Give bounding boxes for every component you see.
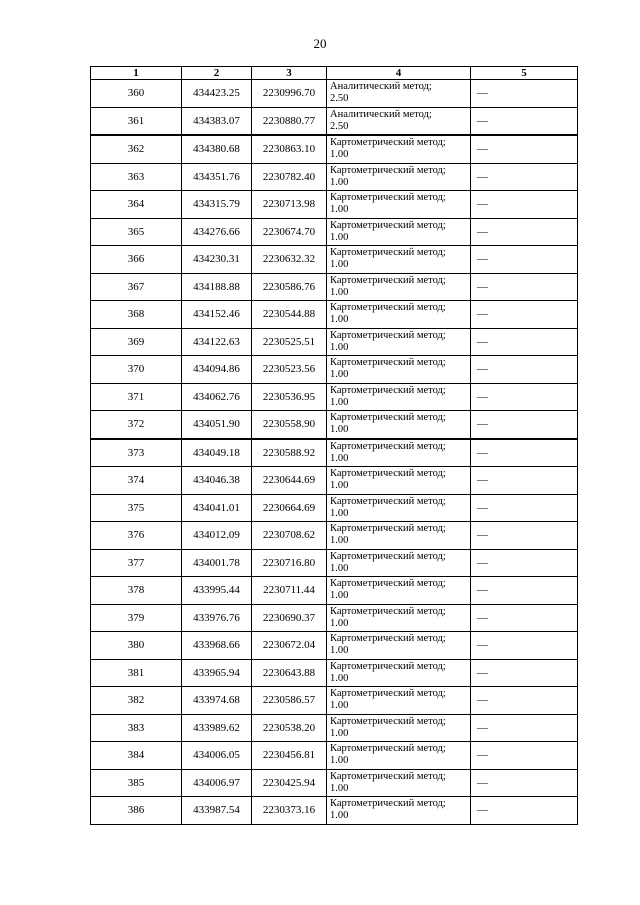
point-number-cell: 378 bbox=[91, 577, 182, 605]
method-accuracy: 1.00 bbox=[330, 424, 349, 436]
method-cell bbox=[327, 328, 471, 356]
method-name: Картометрический метод; bbox=[330, 605, 446, 617]
description-cell: — bbox=[471, 218, 578, 246]
method-accuracy: 1.00 bbox=[330, 645, 349, 657]
method-cell bbox=[327, 549, 471, 577]
method-cell bbox=[327, 769, 471, 797]
description-cell: — bbox=[471, 107, 578, 135]
x-coordinate-cell: 434152.46 bbox=[182, 301, 252, 329]
table-row bbox=[91, 328, 578, 356]
y-coordinate-cell: 2230782.40 bbox=[252, 163, 327, 191]
point-number-cell: 362 bbox=[91, 135, 182, 163]
x-coordinate-cell: 433987.54 bbox=[182, 797, 252, 825]
method-cell bbox=[327, 218, 471, 246]
method-accuracy: 1.00 bbox=[330, 204, 349, 216]
method-accuracy: 1.00 bbox=[330, 782, 349, 794]
column-header-3: 3 bbox=[252, 67, 327, 80]
y-coordinate-cell: 2230525.51 bbox=[252, 328, 327, 356]
table-row bbox=[91, 383, 578, 411]
column-header-4: 4 bbox=[327, 67, 471, 80]
x-coordinate-cell: 434046.38 bbox=[182, 467, 252, 495]
table-row bbox=[91, 577, 578, 605]
method-name: Картометрический метод; bbox=[330, 770, 446, 782]
method-accuracy: 1.00 bbox=[330, 259, 349, 271]
method-accuracy: 1.00 bbox=[330, 176, 349, 188]
method-name: Картометрический метод; bbox=[330, 715, 446, 727]
method-cell bbox=[327, 246, 471, 274]
y-coordinate-cell: 2230538.20 bbox=[252, 714, 327, 742]
method-name: Картометрический метод; bbox=[330, 578, 446, 590]
description-cell: — bbox=[471, 191, 578, 219]
x-coordinate-cell: 434122.63 bbox=[182, 328, 252, 356]
method-name: Картометрический метод; bbox=[330, 550, 446, 562]
table-row bbox=[91, 714, 578, 742]
y-coordinate-cell: 2230586.76 bbox=[252, 273, 327, 301]
y-coordinate-cell: 2230632.32 bbox=[252, 246, 327, 274]
point-number-cell: 369 bbox=[91, 328, 182, 356]
description-cell: — bbox=[471, 494, 578, 522]
description-cell: — bbox=[471, 439, 578, 467]
point-number-cell: 363 bbox=[91, 163, 182, 191]
table-row bbox=[91, 80, 578, 108]
method-cell bbox=[327, 797, 471, 825]
y-coordinate-cell: 2230711.44 bbox=[252, 577, 327, 605]
method-cell bbox=[327, 107, 471, 135]
description-cell: — bbox=[471, 687, 578, 715]
y-coordinate-cell: 2230716.80 bbox=[252, 549, 327, 577]
method-name: Картометрический метод; bbox=[330, 495, 446, 507]
method-accuracy: 1.00 bbox=[330, 590, 349, 602]
point-number-cell: 366 bbox=[91, 246, 182, 274]
point-number-cell: 376 bbox=[91, 522, 182, 550]
point-number-cell: 382 bbox=[91, 687, 182, 715]
method-name: Картометрический метод; bbox=[330, 274, 446, 286]
y-coordinate-cell: 2230536.95 bbox=[252, 383, 327, 411]
method-cell bbox=[327, 411, 471, 439]
method-name: Картометрический метод; bbox=[330, 633, 446, 645]
method-cell bbox=[327, 135, 471, 163]
y-coordinate-cell: 2230456.81 bbox=[252, 742, 327, 770]
method-cell bbox=[327, 80, 471, 108]
table-row bbox=[91, 163, 578, 191]
method-accuracy: 2.50 bbox=[330, 120, 349, 132]
x-coordinate-cell: 434423.25 bbox=[182, 80, 252, 108]
x-coordinate-cell: 434230.31 bbox=[182, 246, 252, 274]
table-row bbox=[91, 411, 578, 439]
method-cell bbox=[327, 163, 471, 191]
point-number-cell: 380 bbox=[91, 632, 182, 660]
x-coordinate-cell: 433989.62 bbox=[182, 714, 252, 742]
method-cell bbox=[327, 494, 471, 522]
y-coordinate-cell: 2230558.90 bbox=[252, 411, 327, 439]
method-cell bbox=[327, 742, 471, 770]
column-header-1: 1 bbox=[91, 67, 182, 80]
method-name: Картометрический метод; bbox=[330, 440, 446, 452]
method-name: Картометрический метод; bbox=[330, 743, 446, 755]
description-cell: — bbox=[471, 659, 578, 687]
y-coordinate-cell: 2230713.98 bbox=[252, 191, 327, 219]
description-cell: — bbox=[471, 797, 578, 825]
method-cell bbox=[327, 577, 471, 605]
method-accuracy: 1.00 bbox=[330, 314, 349, 326]
method-accuracy: 1.00 bbox=[330, 700, 349, 712]
method-name: Картометрический метод; bbox=[330, 329, 446, 341]
point-number-cell: 360 bbox=[91, 80, 182, 108]
method-name: Картометрический метод; bbox=[330, 247, 446, 259]
column-header-5: 5 bbox=[471, 67, 578, 80]
point-number-cell: 361 bbox=[91, 107, 182, 135]
x-coordinate-cell: 434094.86 bbox=[182, 356, 252, 384]
y-coordinate-cell: 2230644.69 bbox=[252, 467, 327, 495]
coordinates-table bbox=[90, 66, 578, 825]
method-cell bbox=[327, 687, 471, 715]
table-row bbox=[91, 356, 578, 384]
point-number-cell: 386 bbox=[91, 797, 182, 825]
x-coordinate-cell: 433976.76 bbox=[182, 604, 252, 632]
y-coordinate-cell: 2230996.70 bbox=[252, 80, 327, 108]
description-cell: — bbox=[471, 356, 578, 384]
x-coordinate-cell: 433974.68 bbox=[182, 687, 252, 715]
method-accuracy: 1.00 bbox=[330, 369, 349, 381]
method-name: Картометрический метод; bbox=[330, 137, 446, 149]
method-accuracy: 1.00 bbox=[330, 672, 349, 684]
table-row bbox=[91, 107, 578, 135]
method-cell bbox=[327, 604, 471, 632]
point-number-cell: 368 bbox=[91, 301, 182, 329]
method-accuracy: 1.00 bbox=[330, 562, 349, 574]
y-coordinate-cell: 2230690.37 bbox=[252, 604, 327, 632]
description-cell: — bbox=[471, 742, 578, 770]
table-header-row bbox=[91, 67, 578, 80]
method-cell bbox=[327, 356, 471, 384]
method-name: Картометрический метод; bbox=[330, 660, 446, 672]
point-number-cell: 379 bbox=[91, 604, 182, 632]
method-cell bbox=[327, 659, 471, 687]
point-number-cell: 374 bbox=[91, 467, 182, 495]
table-row bbox=[91, 797, 578, 825]
x-coordinate-cell: 434012.09 bbox=[182, 522, 252, 550]
description-cell: — bbox=[471, 411, 578, 439]
method-name: Картометрический метод; bbox=[330, 302, 446, 314]
y-coordinate-cell: 2230643.88 bbox=[252, 659, 327, 687]
method-cell bbox=[327, 439, 471, 467]
y-coordinate-cell: 2230674.70 bbox=[252, 218, 327, 246]
point-number-cell: 365 bbox=[91, 218, 182, 246]
method-accuracy: 1.00 bbox=[330, 810, 349, 822]
column-header-2: 2 bbox=[182, 67, 252, 80]
x-coordinate-cell: 434051.90 bbox=[182, 411, 252, 439]
point-number-cell: 370 bbox=[91, 356, 182, 384]
x-coordinate-cell: 434049.18 bbox=[182, 439, 252, 467]
description-cell: — bbox=[471, 604, 578, 632]
method-accuracy: 1.00 bbox=[330, 341, 349, 353]
description-cell: — bbox=[471, 301, 578, 329]
table-row bbox=[91, 687, 578, 715]
description-cell: — bbox=[471, 769, 578, 797]
method-name: Картометрический метод; bbox=[330, 468, 446, 480]
description-cell: — bbox=[471, 714, 578, 742]
table-row bbox=[91, 659, 578, 687]
method-name: Аналитический метод; bbox=[330, 108, 432, 120]
table-row bbox=[91, 246, 578, 274]
point-number-cell: 385 bbox=[91, 769, 182, 797]
point-number-cell: 383 bbox=[91, 714, 182, 742]
method-accuracy: 1.00 bbox=[330, 535, 349, 547]
table-row bbox=[91, 522, 578, 550]
y-coordinate-cell: 2230544.88 bbox=[252, 301, 327, 329]
table-row bbox=[91, 467, 578, 495]
method-accuracy: 2.50 bbox=[330, 93, 349, 105]
y-coordinate-cell: 2230708.62 bbox=[252, 522, 327, 550]
method-cell bbox=[327, 467, 471, 495]
point-number-cell: 371 bbox=[91, 383, 182, 411]
x-coordinate-cell: 434188.88 bbox=[182, 273, 252, 301]
y-coordinate-cell: 2230863.10 bbox=[252, 135, 327, 163]
method-accuracy: 1.00 bbox=[330, 755, 349, 767]
description-cell: — bbox=[471, 135, 578, 163]
x-coordinate-cell: 433995.44 bbox=[182, 577, 252, 605]
method-name: Картометрический метод; bbox=[330, 357, 446, 369]
x-coordinate-cell: 434006.05 bbox=[182, 742, 252, 770]
y-coordinate-cell: 2230664.69 bbox=[252, 494, 327, 522]
method-name: Картометрический метод; bbox=[330, 164, 446, 176]
y-coordinate-cell: 2230523.56 bbox=[252, 356, 327, 384]
method-accuracy: 1.00 bbox=[330, 617, 349, 629]
table-row bbox=[91, 273, 578, 301]
point-number-cell: 381 bbox=[91, 659, 182, 687]
x-coordinate-cell: 434351.76 bbox=[182, 163, 252, 191]
y-coordinate-cell: 2230672.04 bbox=[252, 632, 327, 660]
method-cell bbox=[327, 714, 471, 742]
method-accuracy: 1.00 bbox=[330, 727, 349, 739]
method-cell bbox=[327, 273, 471, 301]
x-coordinate-cell: 434041.01 bbox=[182, 494, 252, 522]
method-accuracy: 1.00 bbox=[330, 396, 349, 408]
description-cell: — bbox=[471, 273, 578, 301]
x-coordinate-cell: 434062.76 bbox=[182, 383, 252, 411]
description-cell: — bbox=[471, 577, 578, 605]
method-cell bbox=[327, 632, 471, 660]
table-row bbox=[91, 494, 578, 522]
point-number-cell: 377 bbox=[91, 549, 182, 577]
description-cell: — bbox=[471, 383, 578, 411]
description-cell: — bbox=[471, 467, 578, 495]
description-cell: — bbox=[471, 632, 578, 660]
point-number-cell: 372 bbox=[91, 411, 182, 439]
table-row bbox=[91, 191, 578, 219]
point-number-cell: 375 bbox=[91, 494, 182, 522]
method-name: Картометрический метод; bbox=[330, 688, 446, 700]
y-coordinate-cell: 2230373.16 bbox=[252, 797, 327, 825]
method-cell bbox=[327, 301, 471, 329]
method-accuracy: 1.00 bbox=[330, 231, 349, 243]
description-cell: — bbox=[471, 522, 578, 550]
description-cell: — bbox=[471, 549, 578, 577]
x-coordinate-cell: 433968.66 bbox=[182, 632, 252, 660]
x-coordinate-cell: 434315.79 bbox=[182, 191, 252, 219]
x-coordinate-cell: 434383.07 bbox=[182, 107, 252, 135]
table-row bbox=[91, 742, 578, 770]
method-accuracy: 1.00 bbox=[330, 286, 349, 298]
y-coordinate-cell: 2230880.77 bbox=[252, 107, 327, 135]
description-cell: — bbox=[471, 246, 578, 274]
method-cell bbox=[327, 383, 471, 411]
table-row bbox=[91, 604, 578, 632]
y-coordinate-cell: 2230588.92 bbox=[252, 439, 327, 467]
page-number: 20 bbox=[313, 36, 327, 51]
y-coordinate-cell: 2230425.94 bbox=[252, 769, 327, 797]
method-name: Картометрический метод; bbox=[330, 523, 446, 535]
method-accuracy: 1.00 bbox=[330, 480, 349, 492]
table-row bbox=[91, 549, 578, 577]
point-number-cell: 367 bbox=[91, 273, 182, 301]
x-coordinate-cell: 434380.68 bbox=[182, 135, 252, 163]
point-number-cell: 373 bbox=[91, 439, 182, 467]
x-coordinate-cell: 433965.94 bbox=[182, 659, 252, 687]
method-name: Аналитический метод; bbox=[330, 81, 432, 93]
table-row bbox=[91, 301, 578, 329]
x-coordinate-cell: 434006.97 bbox=[182, 769, 252, 797]
method-cell bbox=[327, 522, 471, 550]
table-row bbox=[91, 218, 578, 246]
method-cell bbox=[327, 191, 471, 219]
x-coordinate-cell: 434001.78 bbox=[182, 549, 252, 577]
method-accuracy: 1.00 bbox=[330, 507, 349, 519]
x-coordinate-cell: 434276.66 bbox=[182, 218, 252, 246]
method-name: Картометрический метод; bbox=[330, 412, 446, 424]
method-name: Картометрический метод; bbox=[330, 798, 446, 810]
table-row bbox=[91, 632, 578, 660]
table-row bbox=[91, 135, 578, 163]
y-coordinate-cell: 2230586.57 bbox=[252, 687, 327, 715]
description-cell: — bbox=[471, 80, 578, 108]
description-cell: — bbox=[471, 328, 578, 356]
point-number-cell: 384 bbox=[91, 742, 182, 770]
method-accuracy: 1.00 bbox=[330, 452, 349, 464]
method-name: Картометрический метод; bbox=[330, 219, 446, 231]
method-accuracy: 1.00 bbox=[330, 149, 349, 161]
table-row bbox=[91, 769, 578, 797]
method-name: Картометрический метод; bbox=[330, 192, 446, 204]
table-row bbox=[91, 439, 578, 467]
method-name: Картометрический метод; bbox=[330, 384, 446, 396]
description-cell: — bbox=[471, 163, 578, 191]
point-number-cell: 364 bbox=[91, 191, 182, 219]
